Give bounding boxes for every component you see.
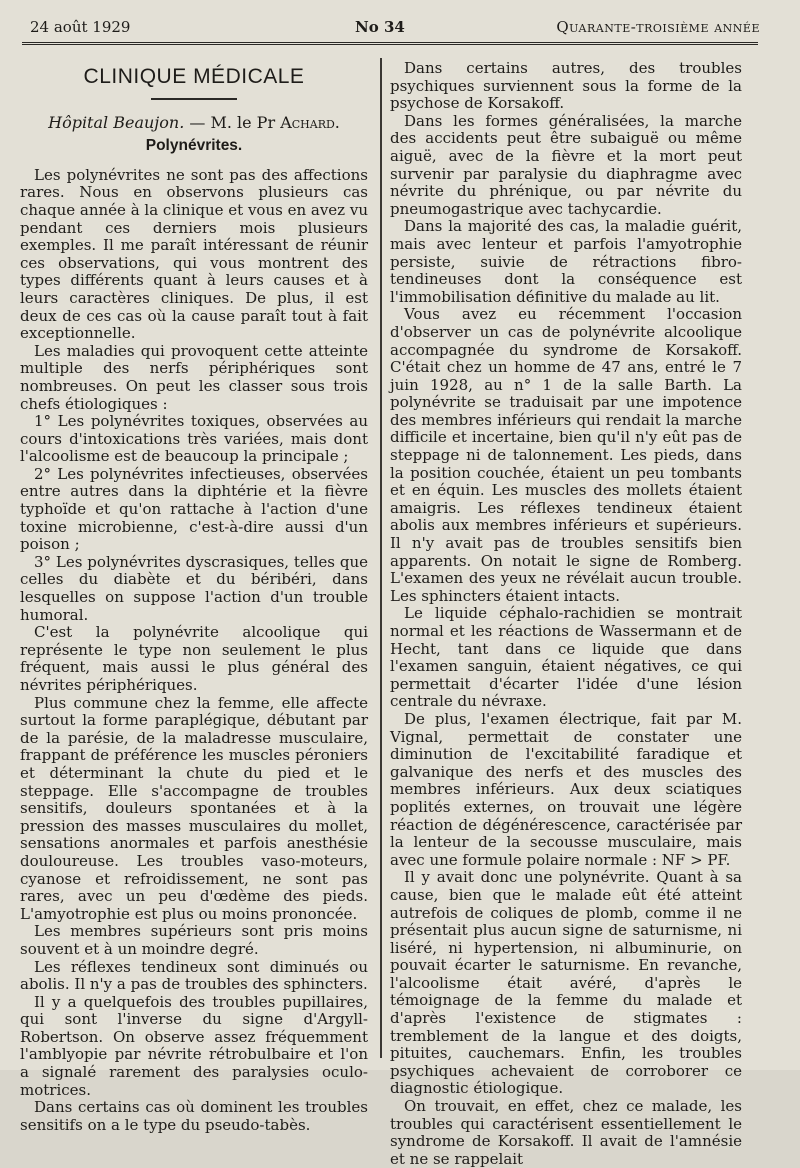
paragraph: Plus commune chez la femme, elle affecte surtout la forme paraplégique, débutant par de la parésie, de la maladresse musculaire, frappant de préférence les muscles péroniers et déterminant la chute du pied et le steppage. Elle s'accompagne de troubles sensitifs, douleurs spontanées et à la pression des masses musculaires du mollet, sensations anormales et parfois anesthésie douloureuse. Les troubles vaso-moteurs, cyanose et refroidissement, ne sont pas rares, avec un peu d'œdème des pieds. L'amyotrophie est plus ou moins prononcée. (20, 693, 368, 923)
paragraph: Vous avez eu récemment l'occasion d'observer un cas de polynévrite alcoolique accompagnée du syndrome de Korsakoff. C'était chez un homme de 47 ans, entré le 7 juin 1928, au n° 1 de la salle Barth. La polynévrite se traduisait par une impotence des membres inférieurs qui rendait la marche difficile et incertaine, bien qu'il n'y eût pas de steppage ni de talonnement. Les pieds, dans la position couchée, étaient un peu tombants et en équin. Les muscles des mollets étaient amaigris. Les réflexes tendineux étaient abolis aux membres inférieurs et supérieurs. Il n'y avait pas de troubles sensitifs bien apparents. On notait le signe de Romberg. L'examen des yeux ne révélait aucun trouble. Les sphincters étaient intacts. (390, 305, 742, 605)
article-title: Polynévrites. (145, 137, 243, 155)
paragraph: 2° Les polynévrites infectieuses, observées entre autres dans la diphtérie et la fièvre typhoïde et qu'on rattache à l'action d'une toxine microbienne, c'est-à-dire aussi d'un poison ; (20, 464, 368, 554)
paragraph: Les réflexes tendineux sont diminués ou abolis. Il n'y a pas de troubles des sphincters. (20, 957, 368, 994)
paragraph: Il y a quelquefois des troubles pupillaires, qui sont l'inverse du signe d'Argyll-Robertson. On observe assez fréquemment l'amblyopie par névrite rétrobulbaire et l'on a signalé rarement des paralysies oculo-motrices. (20, 992, 368, 1099)
paragraph: Dans certains cas où dominent les troubles sensitifs on a le type du pseudo-tabès. (20, 1098, 368, 1134)
paragraph: Dans les formes généralisées, la marche des accidents peut être subaiguë ou même aiguë, avec de la fièvre et la mort peut survenir par paralysie du diaphragme avec névrite du phrénique, ou par névrite du pneumogastrique avec tachycardie. (390, 111, 742, 218)
paragraph: C'est la polynévrite alcoolique qui représente le type non seulement le plus fréquent, mais aussi le plus général des névrites périphériques. (20, 623, 368, 694)
issue-number: No 34 (355, 18, 405, 36)
professor-name: Achard. (280, 112, 340, 132)
paragraph: Il y avait donc une polynévrite. Quant à sa cause, bien que le malade eût été atteint autrefois de coliques de plomb, comme il ne présentait plus aucun signe de saturnisme, ni liséré, ni hypertension, ni albuminurie, on pouvait écarter le saturnisme. En revanche, l'alcoolisme était avéré, d'après le témoignage de la femme du malade et d'après l'existence de stigmates : tremblement de la langue et des doigts, pituites, cauchemars. Enfin, les troubles psychiques achevaient de corroborer ce diagnostic étiologique. (390, 868, 742, 1098)
right-column (390, 60, 742, 1168)
byline-dash: — M. le Pr (184, 112, 281, 132)
paragraph: On trouvait, en effet, chez ce malade, les troubles qui caractérisent essentiellement le syndrome de Korsakoff. Il avait de l'amnésie et ne se rappelait (390, 1097, 742, 1168)
hospital-name: Hôpital Beaujon. (48, 112, 185, 132)
running-header (30, 18, 760, 40)
left-column-body (20, 167, 368, 1135)
paragraph: Le liquide céphalo-rachidien se montrait normal et les réactions de Wassermann et de Hecht, tant dans ce liquide que dans l'examen sanguin, étaient négatives, ce qui permettait d'écarter l'idée d'une lésion centrale du névraxe. (390, 604, 742, 711)
issue-date: 24 août 1929 (30, 18, 131, 36)
paragraph: Les polynévrites ne sont pas des affections rares. Nous en observons plusieurs cas chaque année à la clinique et vous en avez vu pendant ces derniers mois plusieurs exemples. Il me paraît intéressant de réunir ces observations, qui vous montrent des types différents quant à leurs causes et à leurs caractères cliniques. De plus, il est deux de ces cas où la cause paraît tout à fait exceptionnelle. (20, 165, 368, 343)
paragraph: De plus, l'examen électrique, fait par M. Vignal, permettait de constater une diminution de l'excitabilité faradique et galvanique des nerfs et des muscles des membres inférieurs. Aux deux sciatiques poplités externes, on trouvait une légère réaction de dégénérescence, caractérisée par la lenteur de la secousse musculaire, mais avec une formule polaire normale : NF > PF. (390, 709, 742, 869)
section-title: CLINIQUE MÉDICALE (83, 65, 305, 88)
paragraph: Dans certains autres, des troubles psychiques surviennent sous la forme de la psychose de Korsakoff. (390, 59, 742, 113)
paragraph: 1° Les polynévrites toxiques, observées au cours d'intoxications très variées, mais dont l'alcoolisme est de beaucoup la principale ; (20, 412, 368, 466)
right-column-body (390, 60, 742, 1168)
paragraph: Dans la majorité des cas, la maladie guérit, mais avec lenteur et parfois l'amyotrophie persiste, suivie de rétractions fibro-tendineuses dont la conséquence est l'immobilisation définitive du malade au lit. (390, 217, 742, 306)
title-rule (151, 98, 237, 100)
paragraph: 3° Les polynévrites dyscrasiques, telles que celles du diabète et du béribéri, dans lesquelles on suppose l'action d'un trouble humoral. (20, 552, 368, 624)
column-divider (380, 58, 382, 1058)
hospital-byline (20, 114, 368, 132)
left-column (20, 60, 368, 1134)
publication-year: Quarante-troisième année (556, 18, 760, 36)
paragraph: Les membres supérieurs sont pris moins souvent et à un moindre degré. (20, 922, 368, 958)
header-rule (22, 42, 758, 45)
paragraph: Les maladies qui provoquent cette atteinte multiple des nerfs périphériques sont nombreuses. On peut les classer sous trois chefs étiologiques : (20, 341, 368, 413)
